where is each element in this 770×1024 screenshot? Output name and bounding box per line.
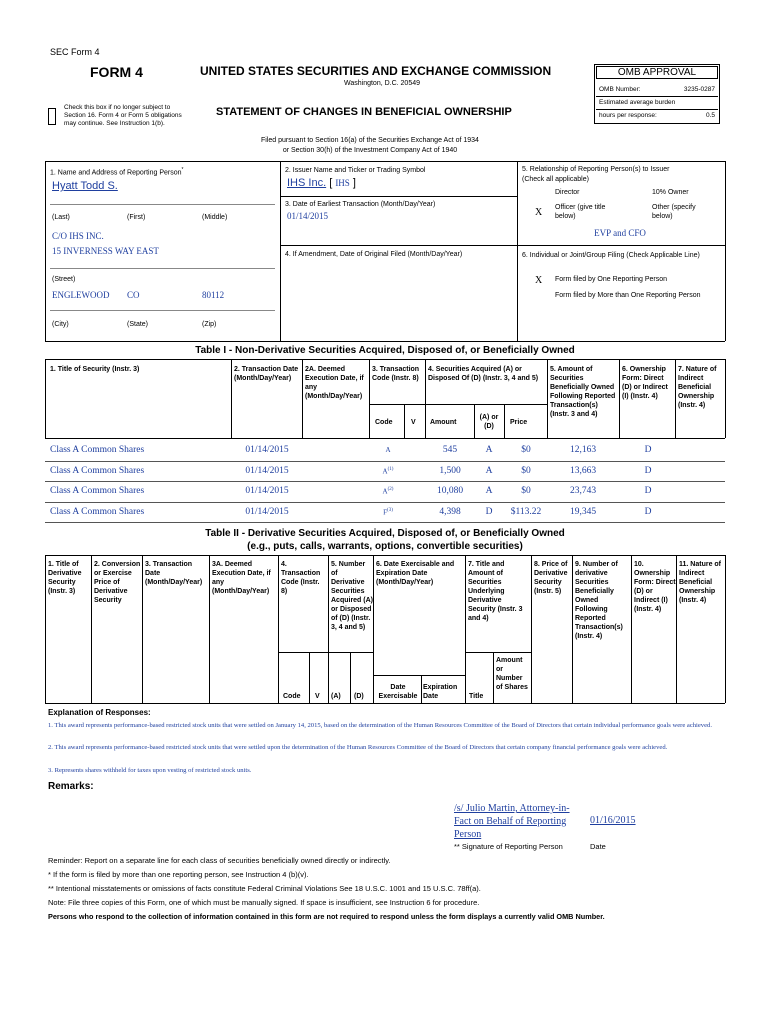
zip-label: (Zip) — [202, 321, 217, 328]
ownership-form-value: D — [644, 486, 652, 496]
acquired-disposed-value: A — [485, 486, 493, 496]
officer-label: Officer (give title below) — [555, 204, 606, 220]
ten-pct-owner-label: 10% Owner — [652, 189, 689, 196]
t2-h3a: 3A. Deemed Execution Date, if any (Month/Day/Year) — [212, 561, 271, 595]
t2-h5: 5. Number of Derivative Securities Acquired (A) or Disposed of (D) (Instr. 3, 4 and 5) — [331, 561, 373, 631]
acquired-disposed-value: A — [485, 445, 493, 455]
note-4: Persons who respond to the collection of information contained in this form are not required to respond unless the form displays a currently valid OMB Number. — [48, 912, 605, 921]
box1-label: 1. Name and Address of Reporting Person* — [50, 167, 184, 177]
one-person-label: Form filed by One Reporting Person — [555, 276, 668, 283]
security-title-value: Class A Common Shares — [50, 465, 145, 476]
t1-v-header: V — [411, 419, 416, 426]
t2-title-header: Title — [469, 693, 484, 700]
officer-checkmark[interactable]: X — [535, 207, 543, 218]
ownership-form-value: D — [644, 465, 652, 476]
zip-value: 80112 — [202, 290, 225, 300]
acquired-disposed — [476, 486, 502, 496]
share-price-value: $0 — [521, 465, 531, 476]
amount-owned — [550, 466, 616, 476]
amount-owned — [550, 507, 616, 517]
box6-label: 6. Individual or Joint/Group Filing (Check Applicable Line) — [522, 252, 700, 259]
t2-h9: 9. Number of derivative Securities Beneficially Owned Following Reported Transaction(s) (Instr. 4) — [575, 561, 623, 640]
footnote-ref[interactable]: (1) — [387, 466, 394, 472]
security-title — [50, 466, 228, 476]
issuer-link[interactable]: IHS Inc. — [287, 177, 327, 189]
transaction-date-value: 01/14/2015 — [245, 465, 289, 476]
share-amount — [428, 486, 472, 496]
issuer-name[interactable] — [287, 177, 356, 189]
t2-exercisable-header: Date Exercisable — [378, 684, 418, 700]
t1-h1: 1. Title of Security (Instr. 3) — [50, 366, 140, 373]
form-label: FORM 4 — [90, 64, 143, 80]
acquired-disposed — [476, 445, 502, 455]
box5-label: 5. Relationship of Reporting Person(s) to Issuer — [522, 166, 670, 173]
acquired-disposed — [476, 507, 502, 517]
t2-h6: 6. Date Exercisable and Expiration Date (Month/Day/Year) — [376, 561, 455, 586]
transaction-date — [234, 466, 300, 476]
filed-pursuant-line1: Filed pursuant to Section 16(a) of the Securities Exchange Act of 1934 — [261, 137, 479, 144]
omb-hours-label: hours per response: — [599, 112, 657, 119]
address-line1: C/O IHS INC. — [52, 231, 104, 241]
amount-owned-value: 12,163 — [569, 445, 597, 455]
signature-date: 01/16/2015 — [590, 815, 636, 826]
t1-h7: 7. Nature of Indirect Beneficial Ownership (Instr. 4) — [678, 366, 717, 409]
box3-label: 3. Date of Earliest Transaction (Month/Day/Year) — [285, 201, 436, 208]
t1-code-header: Code — [375, 419, 393, 426]
share-price — [505, 507, 547, 517]
acquired-disposed-value: D — [485, 506, 493, 517]
row-divider — [45, 502, 725, 503]
omb-number-value: 3235-0287 — [683, 86, 715, 93]
last-label: (Last) — [52, 214, 70, 221]
footnote-3: 3. Represents shares withheld for taxes upon vesting of restricted stock units. — [48, 767, 252, 774]
row-divider — [45, 461, 725, 462]
box2-label: 2. Issuer Name and Ticker or Trading Symbol — [285, 167, 426, 174]
transaction-date-value: 01/14/2015 — [245, 486, 289, 496]
share-price — [505, 466, 547, 476]
reminder: Reminder: Report on a separate line for each class of securities beneficially owned directly or indirectly. — [48, 856, 391, 865]
t2-h10: 10. Ownership Form: Direct (D) or Indirect (I) (Instr. 4) — [634, 561, 676, 613]
t2-h3: 3. Transaction Date (Month/Day/Year) — [145, 561, 203, 586]
t2-h2: 2. Conversion or Exercise Price of Derivative Security — [94, 561, 141, 604]
ownership-form — [622, 445, 674, 455]
box4-label: 4. If Amendment, Date of Original Filed (Month/Day/Year) — [285, 251, 463, 258]
transaction-code-value: A — [385, 446, 391, 454]
t1-amount-header: Amount — [430, 419, 457, 426]
t2-h8: 8. Price of Derivative Security (Instr. 5) — [534, 561, 568, 595]
transaction-code — [372, 487, 404, 495]
table1-title: Table I - Non-Derivative Securities Acquired, Disposed of, or Beneficially Owned — [195, 345, 575, 356]
one-person-checkmark[interactable]: X — [535, 275, 543, 286]
date-label: Date — [590, 842, 606, 851]
share-price-value: $113.22 — [510, 506, 542, 517]
acquired-disposed-value: A — [485, 465, 493, 476]
share-amount-value: 545 — [442, 445, 458, 455]
first-label: (First) — [127, 214, 146, 221]
share-price-value: $0 — [521, 445, 531, 455]
amount-owned-value: 19,345 — [569, 506, 597, 517]
t2-amount-shares-header: Amount or Number of Shares — [496, 657, 528, 691]
commission-title: UNITED STATES SECURITIES AND EXCHANGE COMMISSION — [200, 64, 552, 78]
director-label: Director — [555, 189, 580, 196]
amount-owned — [550, 445, 616, 455]
ownership-form — [622, 466, 674, 476]
earliest-transaction-date: 01/14/2015 — [287, 211, 329, 221]
security-title — [50, 507, 228, 517]
share-amount-value: 10,080 — [436, 486, 464, 496]
state-value: CO — [127, 290, 140, 300]
signature: /s/ Julio Martin, Attorney-in-Fact on Behalf of Reporting Person — [454, 803, 570, 840]
middle-label: (Middle) — [202, 214, 228, 221]
security-title — [50, 445, 228, 455]
share-price — [505, 445, 547, 455]
footnote-1: 1. This award represents performance-based restricted stock units that were settled on January 14, 2015, based on the determination of the Human Resources Committee of the Board of Directors that certain individual performance goals were achieved. — [48, 722, 712, 729]
transaction-code — [372, 446, 404, 454]
security-title-value: Class A Common Shares — [50, 506, 145, 517]
city-label: (City) — [52, 321, 69, 328]
row-divider — [45, 522, 725, 523]
explanation-label: Explanation of Responses: — [48, 708, 151, 717]
officer-title: EVP and CFO — [594, 228, 646, 238]
share-amount-value: 1,500 — [439, 465, 461, 476]
ownership-form-value: D — [644, 445, 652, 455]
checkbox-instructions: Check this box if no longer subject to Section 16. Form 4 or Form 5 obligations may continue. See Instruction 1(b). — [64, 104, 182, 127]
transaction-date — [234, 445, 300, 455]
transaction-code — [372, 467, 404, 475]
transaction-code — [372, 508, 404, 516]
reporting-person-name[interactable]: Hyatt Todd S. — [52, 180, 118, 192]
omb-burden-label: Estimated average burden — [599, 99, 676, 106]
ownership-form — [622, 486, 674, 496]
t2-expiration-header: Expiration Date — [423, 684, 458, 700]
footnote-ref[interactable]: (2) — [387, 487, 394, 492]
t1-h6: 6. Ownership Form: Direct (D) or Indirect (I) (Instr. 4) — [622, 366, 668, 400]
note-3: Note: File three copies of this Form, one of which must be manually signed. If space is insufficient, see Instruction 6 for procedure. — [48, 898, 480, 907]
footnote-ref[interactable]: (3) — [387, 507, 393, 513]
note-1: * If the form is filed by more than one reporting person, see Instruction 4 (b)(v). — [48, 870, 309, 879]
street-label: (Street) — [52, 276, 76, 283]
remarks-label: Remarks: — [48, 781, 94, 792]
ticker-bracket-close: ] — [352, 177, 356, 189]
omb-hours-value: 0.5 — [705, 112, 715, 119]
security-title-value: Class A Common Shares — [50, 445, 145, 455]
transaction-date-value: 01/14/2015 — [245, 506, 289, 517]
security-title-value: Class A Common Shares — [50, 486, 145, 496]
share-amount — [428, 507, 472, 517]
t1-aord-header: (A) or (D) — [479, 414, 499, 430]
transaction-date — [234, 507, 300, 517]
t2-h7: 7. Title and Amount of Securities Underlying Derivative Security (Instr. 3 and 4) — [468, 561, 523, 622]
amount-owned-value: 23,743 — [569, 486, 597, 496]
amount-owned — [550, 486, 616, 496]
transaction-code-value: A — [382, 487, 388, 496]
filed-pursuant-line2: or Section 30(h) of the Investment Company Act of 1940 — [282, 147, 458, 154]
share-amount — [428, 445, 472, 455]
row-divider — [45, 481, 725, 482]
table2-title-line2: (e.g., puts, calls, warrants, options, convertible securities) — [247, 541, 523, 552]
t2-a-header: (A) — [331, 693, 341, 700]
table2-title-line1: Table II - Derivative Securities Acquired, Disposed of, or Beneficially Owned — [205, 528, 565, 539]
t1-h2: 2. Transaction Date (Month/Day/Year) — [234, 366, 299, 382]
more-than-one-label: Form filed by More than One Reporting Person — [555, 292, 701, 299]
transaction-date-value: 01/14/2015 — [245, 445, 289, 455]
security-title — [50, 486, 228, 496]
t1-h2a: 2A. Deemed Execution Date, if any (Month/Day/Year) — [305, 366, 364, 400]
city-value: ENGLEWOOD — [52, 290, 110, 300]
sec-form-label: SEC Form 4 — [50, 47, 100, 57]
statement-title: STATEMENT OF CHANGES IN BENEFICIAL OWNERSHIP — [216, 106, 512, 118]
t2-h4: 4. Transaction Code (Instr. 8) — [281, 561, 321, 595]
share-price — [505, 486, 547, 496]
t2-h1: 1. Title of Derivative Security (Instr. 3) — [48, 561, 82, 595]
note-2: ** Intentional misstatements or omissions of facts constitute Federal Criminal Violations See 18 U.S.C. 1001 and 15 U.S.C. 78ff(a). — [48, 884, 481, 893]
omb-number-label: OMB Number: — [599, 86, 641, 93]
t2-d-header: (D) — [354, 693, 364, 700]
t2-h11: 11. Nature of Indirect Beneficial Ownership (Instr. 4) — [679, 561, 722, 604]
address-line2: 15 INVERNESS WAY EAST — [52, 246, 159, 256]
transaction-code-value: F — [383, 507, 388, 516]
share-price-value: $0 — [521, 486, 531, 496]
t1-h4: 4. Securities Acquired (A) or Disposed Of (D) (Instr. 3, 4 and 5) — [428, 366, 539, 382]
omb-title: OMB APPROVAL — [596, 66, 718, 79]
ticker-symbol[interactable]: IHS — [335, 178, 350, 188]
transaction-date — [234, 486, 300, 496]
t1-h5: 5. Amount of Securities Beneficially Owned Following Reported Transaction(s) (Instr. 3 and 4) — [550, 366, 616, 418]
transaction-code-value: A — [382, 466, 388, 475]
box5-sub: (Check all applicable) — [522, 176, 589, 183]
ownership-form-value: D — [644, 506, 652, 517]
signature-label: ** Signature of Reporting Person — [454, 842, 563, 851]
t2-v-header: V — [315, 693, 320, 700]
ownership-form — [622, 507, 674, 517]
ticker-bracket-open: [ — [329, 177, 333, 189]
no-longer-subject-checkbox[interactable] — [48, 108, 56, 125]
share-amount-value: 4,398 — [439, 506, 461, 517]
other-label: Other (specify below) — [652, 204, 696, 220]
amount-owned-value: 13,663 — [569, 465, 597, 476]
t2-code-header: Code — [283, 693, 301, 700]
t1-price-header: Price — [510, 419, 528, 426]
acquired-disposed — [476, 466, 502, 476]
share-amount — [428, 466, 472, 476]
location: Washington, D.C. 20549 — [344, 80, 421, 87]
t1-h3: 3. Transaction Code (Instr. 8) — [372, 366, 420, 382]
state-label: (State) — [127, 321, 149, 328]
footnote-2: 2. This award represents performance-based restricted stock units that were settled upon the determination of the Human Resources Committee of the Board of Directors that certain company financial performance goals were achieved. — [48, 744, 668, 751]
